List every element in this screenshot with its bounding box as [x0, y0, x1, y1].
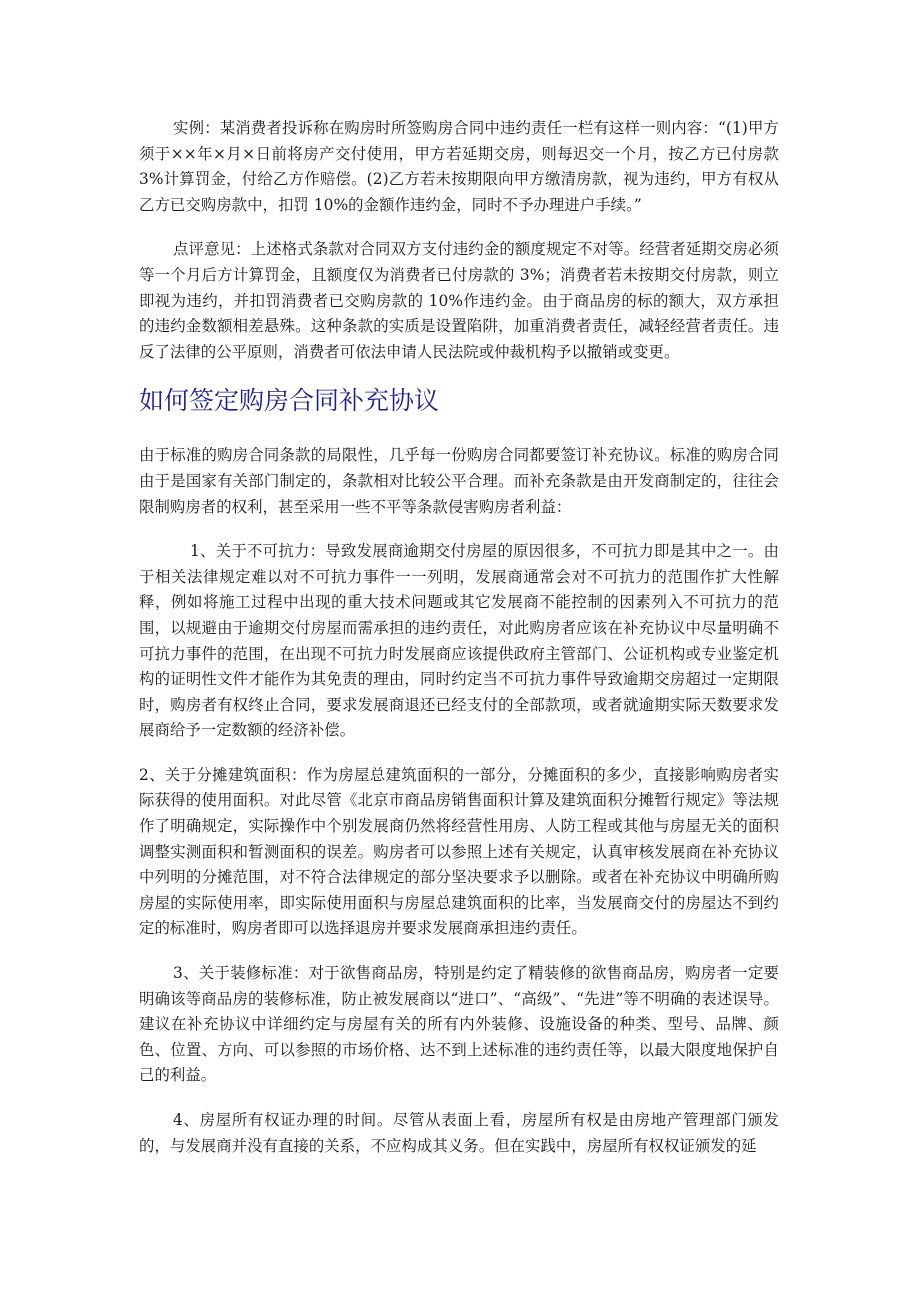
section-heading: 如何签定购房合同补充协议 [139, 386, 440, 416]
intro-paragraph: 由于标准的购房合同条款的局限性，几乎每一份购房合同都要签订补充协议。标准的购房合同由于是国家有关部门制定的，条款相对比较公平合理。而补充条款是由开发商制定的，往往会限制购房者的权利，甚至采用一些不平等条款侵害购房者利益： [139, 446, 779, 516]
ownership-certificate-paragraph: 4、房屋所有权证办理的时间。尽管从表面上看，房屋所有权是由房地产管理部门颁发的，与发展商并没有直接的关系，不应构成其义务。但在实践中，房屋所有权权证颁发的延 [139, 1111, 779, 1155]
shared-area-paragraph: 2、关于分摊建筑面积：作为房屋总建筑面积的一部分，分摊面积的多少，直接影响购房者实际获得的使用面积。对此尽管《北京市商品房销售面积计算及建筑面积分摊暂行规定》等法规作了明确规定，实际操作中个别发展商仍然将经营性用房、人防工程或其他与房屋无关的面积调整实测面积和暂测面积的误差。购房者可以参照上述有关规定，认真审核发展商在补充协议中列明的分摊范围，对不符合法律规定的部分坚决要求予以删除。或者在补充协议中明确所购房屋的实际使用率，即实际使用面积与房屋总建筑面积的比率，当发展商交付的房屋达不到约定的标准时，购房者即可以选择退房并要求发展商承担违约责任。 [139, 765, 779, 938]
commentary-paragraph: 点评意见：上述格式条款对合同双方支付违约金的额度规定不对等。经营者延期交房必须等一个月后方计算罚金，且额度仅为消费者已付房款的 3%；消费者若未按期交付房款，则立即视为违约，并扣罚消费者已交购房款的 10%作违约金。由于商品房的标的额大，双方承担的违约金数额相差悬殊。这种条款的实质是设置陷阱，加重消费者责任，减轻经营者责任。违反了法律的公平原则，消费者可依法申请人民法院或仲裁机构予以撤销或变更。 [139, 240, 779, 361]
document-page [139, 112, 779, 1159]
example-paragraph: 实例：某消费者投诉称在购房时所签购房合同中违约责任一栏有这样一则内容：“(1)甲方须于××年×月×日前将房产交付使用，甲方若延期交房，则每迟交一个月，按乙方已付房款 3%计算罚金，付给乙方作赔偿。(2)乙方若未按期限向甲方缴清房款，视为违约，甲方有权从乙方已交购房款中，扣罚 10%的金额作违约金，同时不予办理进户手续。” [139, 119, 779, 214]
force-majeure-paragraph: 1、关于不可抗力：导致发展商逾期交付房屋的原因很多，不可抗力即是其中之一。由于相关法律规定难以对不可抗力事件一一列明，发展商通常会对不可抗力的范围作扩大性解释，例如将施工过程中出现的重大技术问题或其它发展商不能控制的因素列入不可抗力的范围，以规避由于逾期交付房屋而需承担的违约责任，对此购房者应该在补充协议中尽量明确不可抗力事件的范围，在出现不可抗力时发展商应该提供政府主管部门、公证机构或专业鉴定机构的证明性文件才能作为其免责的理由，同时约定当不可抗力事件导致逾期交房超过一定期限时，购房者有权终止合同，要求发展商退还已经支付的全部款项，或者就逾期实际天数要求发展商给予一定数额的经济补偿。 [139, 542, 779, 740]
decoration-standard-paragraph: 3、关于装修标准：对于欲售商品房，特别是约定了精装修的欲售商品房，购房者一定要明确该等商品房的装修标准，防止被发展商以“进口”、“高级”、“先进”等不明确的表述误导。建议在补充协议中详细约定与房屋有关的所有内外装修、设施设备的种类、型号、品牌、颜色、位置、方向、可以参照的市场价格、达不到上述标准的违约责任等，以最大限度地保护自己的利益。 [139, 964, 779, 1085]
